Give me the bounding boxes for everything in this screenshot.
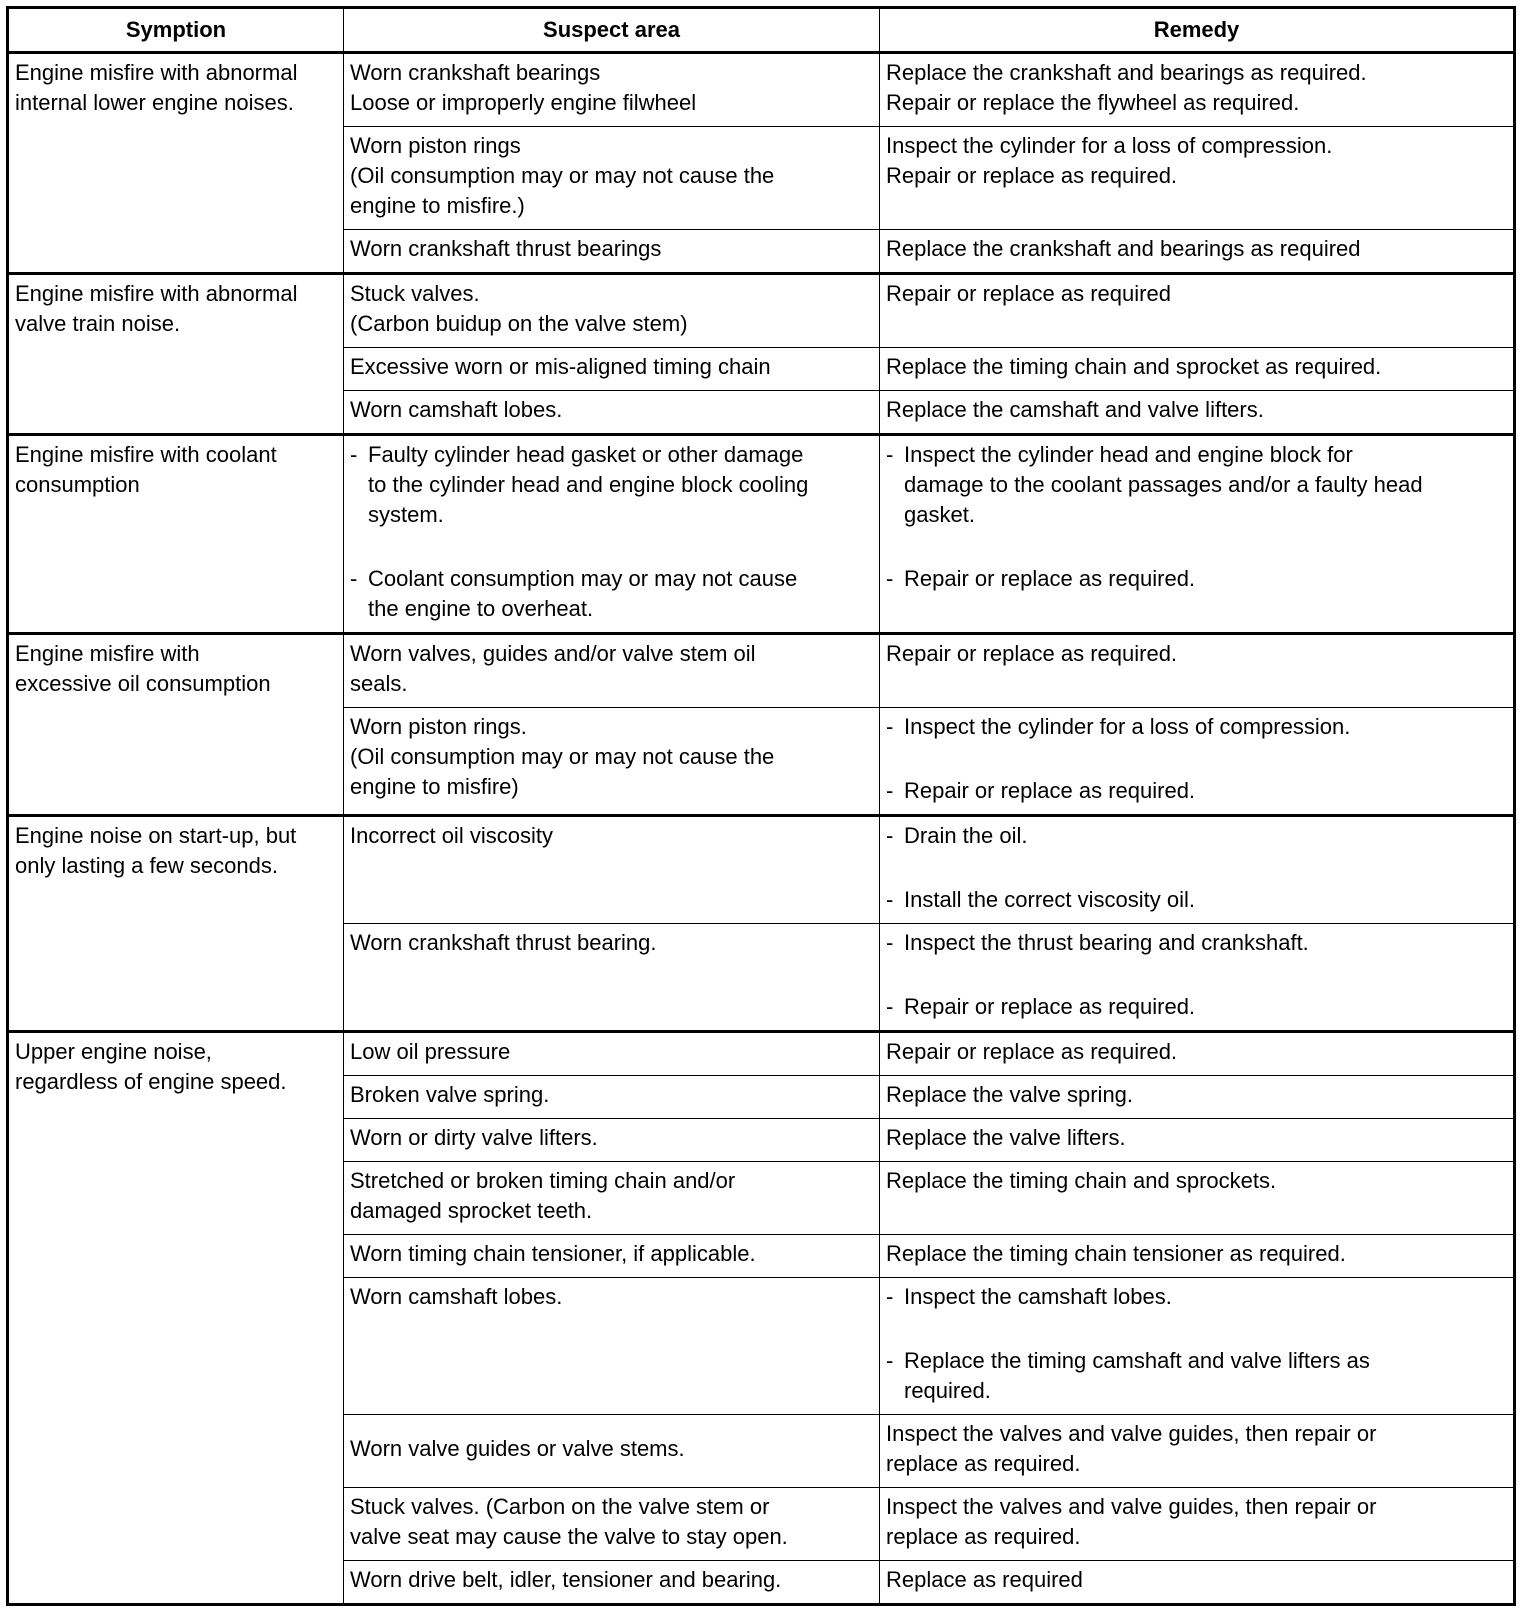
bullet-text-line: Inspect the thrust bearing and crankshaft. <box>904 930 1309 955</box>
cell-text-line: Worn camshaft lobes. <box>350 1284 563 1309</box>
bullet-text-line: gasket. <box>904 502 975 527</box>
cell-text-line: Inspect the valves and valve guides, then repair or <box>886 1421 1377 1446</box>
table-row <box>8 274 1515 348</box>
cell-text-line: Worn piston rings. <box>350 714 527 739</box>
remedy-cell <box>880 391 1515 435</box>
suspect-area-cell <box>344 1488 880 1561</box>
bullet-text-line: Coolant consumption may or may not cause <box>368 566 798 591</box>
bullet-text-line: system. <box>368 502 444 527</box>
table-row <box>8 435 1515 634</box>
remedy-cell <box>880 708 1515 816</box>
item-gap <box>886 530 1507 564</box>
cell-text-line: Worn timing chain tensioner, if applicable. <box>350 1241 756 1266</box>
cell-text-line: replace as required. <box>886 1451 1081 1476</box>
cell-text-line: Worn crankshaft thrust bearing. <box>350 930 657 955</box>
suspect-area-cell <box>344 1032 880 1076</box>
bullet-item <box>886 928 1507 958</box>
dash-bullet: - <box>886 714 894 739</box>
dash-bullet: - <box>886 1348 894 1373</box>
header-suspect-area: Suspect area <box>344 8 880 53</box>
remedy-cell <box>880 1415 1515 1488</box>
item-gap <box>886 958 1507 992</box>
cell-text-line: internal lower engine noises. <box>15 90 294 115</box>
bullet-text-line: Inspect the cylinder for a loss of compression. <box>904 714 1351 739</box>
bullet-text-line: Install the correct viscosity oil. <box>904 887 1195 912</box>
suspect-area-cell <box>344 1561 880 1605</box>
cell-text-line: Worn valve guides or valve stems. <box>350 1436 685 1461</box>
cell-text-line: (Oil consumption may or may not cause the <box>350 163 775 188</box>
dash-bullet: - <box>886 566 894 591</box>
bullet-text-line: to the cylinder head and engine block cooling <box>368 472 809 497</box>
cell-text-line: Worn or dirty valve lifters. <box>350 1125 598 1150</box>
cell-text-line: Repair or replace as required <box>886 281 1171 306</box>
bullet-item <box>886 885 1507 915</box>
dash-bullet: - <box>350 566 358 591</box>
cell-text-line: Engine noise on start-up, but <box>15 823 297 848</box>
item-gap <box>350 530 873 564</box>
cell-text-line: Incorrect oil viscosity <box>350 823 553 848</box>
remedy-cell <box>880 816 1515 924</box>
cell-text-line: only lasting a few seconds. <box>15 853 278 878</box>
bullet-text-line: damage to the coolant passages and/or a faulty head <box>904 472 1423 497</box>
remedy-cell <box>880 1488 1515 1561</box>
cell-text-line: Replace as required <box>886 1567 1083 1592</box>
bullet-text-line: Repair or replace as required. <box>904 566 1196 591</box>
cell-text-line: (Carbon buidup on the valve stem) <box>350 311 688 336</box>
suspect-area-cell <box>344 230 880 274</box>
suspect-area-cell <box>344 435 880 634</box>
cell-text-line: Worn camshaft lobes. <box>350 397 563 422</box>
cell-text-line: Engine misfire with abnormal <box>15 281 298 306</box>
table-row <box>8 53 1515 127</box>
item-gap <box>886 742 1507 776</box>
remedy-cell <box>880 1561 1515 1605</box>
bullet-item <box>886 564 1507 594</box>
symptom-cell <box>8 816 344 1032</box>
dash-bullet: - <box>886 823 894 848</box>
cell-text-line: Engine misfire with <box>15 641 200 666</box>
cell-text-line: Engine misfire with coolant <box>15 442 277 467</box>
suspect-area-cell <box>344 816 880 924</box>
bullet-text-line: Repair or replace as required. <box>904 778 1196 803</box>
suspect-area-cell <box>344 1235 880 1278</box>
suspect-area-cell <box>344 274 880 348</box>
cell-text-line: regardless of engine speed. <box>15 1069 287 1094</box>
bullet-item <box>350 564 873 624</box>
cell-text-line: Replace the timing chain tensioner as required. <box>886 1241 1346 1266</box>
cell-text-line: Replace the timing chain and sprockets. <box>886 1168 1277 1193</box>
suspect-area-cell <box>344 348 880 391</box>
cell-text-line: Repair or replace as required. <box>886 1039 1178 1064</box>
cell-text-line: Replace the camshaft and valve lifters. <box>886 397 1264 422</box>
item-gap <box>886 851 1507 885</box>
troubleshooting-table <box>6 6 1516 1606</box>
cell-text-line: Worn piston rings <box>350 133 521 158</box>
header-remedy: Remedy <box>880 8 1515 53</box>
remedy-cell <box>880 1162 1515 1235</box>
bullet-text-line: Drain the oil. <box>904 823 1028 848</box>
remedy-cell <box>880 924 1515 1032</box>
cell-text-line: Upper engine noise, <box>15 1039 212 1064</box>
cell-text-line: Worn drive belt, idler, tensioner and bearing. <box>350 1567 782 1592</box>
dash-bullet: - <box>350 442 358 467</box>
suspect-area-cell <box>344 1415 880 1488</box>
remedy-cell <box>880 1278 1515 1415</box>
suspect-area-cell <box>344 53 880 127</box>
symptom-cell <box>8 435 344 634</box>
cell-text-line: damaged sprocket teeth. <box>350 1198 593 1223</box>
dash-bullet: - <box>886 778 894 803</box>
remedy-cell <box>880 435 1515 634</box>
cell-text-line: Replace the timing chain and sprocket as required. <box>886 354 1382 379</box>
cell-text-line: Worn valves, guides and/or valve stem oil <box>350 641 756 666</box>
dash-bullet: - <box>886 442 894 467</box>
suspect-area-cell <box>344 924 880 1032</box>
table-row <box>8 1032 1515 1076</box>
cell-text-line: replace as required. <box>886 1524 1081 1549</box>
cell-text-line: excessive oil consumption <box>15 671 271 696</box>
dash-bullet: - <box>886 1284 894 1309</box>
cell-text-line: valve train noise. <box>15 311 181 336</box>
cell-text-line: engine to misfire.) <box>350 193 525 218</box>
remedy-cell <box>880 634 1515 708</box>
remedy-cell <box>880 274 1515 348</box>
suspect-area-cell <box>344 1278 880 1415</box>
remedy-cell <box>880 53 1515 127</box>
cell-text-line: Replace the crankshaft and bearings as required <box>886 236 1361 261</box>
remedy-cell <box>880 1032 1515 1076</box>
suspect-area-cell <box>344 634 880 708</box>
cell-text-line: Loose or improperly engine filwheel <box>350 90 697 115</box>
cell-text-line: Low oil pressure <box>350 1039 511 1064</box>
cell-text-line: Repair or replace as required. <box>886 163 1178 188</box>
cell-text-line: (Oil consumption may or may not cause the <box>350 744 775 769</box>
bullet-item <box>886 1346 1507 1406</box>
table-row <box>8 816 1515 924</box>
dash-bullet: - <box>886 994 894 1019</box>
cell-text-line: Repair or replace as required. <box>886 641 1178 666</box>
bullet-text-line: Repair or replace as required. <box>904 994 1196 1019</box>
bullet-item <box>886 1282 1507 1312</box>
cell-text-line: Replace the crankshaft and bearings as required. <box>886 60 1367 85</box>
dash-bullet: - <box>886 930 894 955</box>
symptom-cell <box>8 274 344 435</box>
cell-text-line: Replace the valve spring. <box>886 1082 1134 1107</box>
suspect-area-cell <box>344 391 880 435</box>
remedy-cell <box>880 1119 1515 1162</box>
cell-text-line: Broken valve spring. <box>350 1082 550 1107</box>
dash-bullet: - <box>886 887 894 912</box>
suspect-area-cell <box>344 1162 880 1235</box>
cell-text-line: consumption <box>15 472 140 497</box>
bullet-item <box>886 712 1507 742</box>
symptom-cell <box>8 1032 344 1605</box>
table-body <box>8 53 1515 1605</box>
cell-text-line: Stretched or broken timing chain and/or <box>350 1168 736 1193</box>
cell-text-line: engine to misfire) <box>350 774 519 799</box>
cell-text-line: Worn crankshaft bearings <box>350 60 601 85</box>
symptom-cell <box>8 53 344 274</box>
cell-text-line: Repair or replace the flywheel as required. <box>886 90 1300 115</box>
cell-text-line: Replace the valve lifters. <box>886 1125 1126 1150</box>
bullet-item <box>886 440 1507 530</box>
bullet-text-line: Replace the timing camshaft and valve lifters as <box>904 1348 1370 1373</box>
bullet-item <box>886 992 1507 1022</box>
remedy-cell <box>880 230 1515 274</box>
remedy-cell <box>880 348 1515 391</box>
remedy-cell <box>880 1076 1515 1119</box>
item-gap <box>886 1312 1507 1346</box>
suspect-area-cell <box>344 127 880 230</box>
bullet-item <box>886 821 1507 851</box>
bullet-text-line: Inspect the camshaft lobes. <box>904 1284 1172 1309</box>
suspect-area-cell <box>344 1119 880 1162</box>
suspect-area-cell <box>344 1076 880 1119</box>
cell-text-line: seals. <box>350 671 408 696</box>
cell-text-line: Engine misfire with abnormal <box>15 60 298 85</box>
symptom-cell <box>8 634 344 816</box>
cell-text-line: Stuck valves. (Carbon on the valve stem or <box>350 1494 770 1519</box>
cell-text-line: Excessive worn or mis-aligned timing chain <box>350 354 771 379</box>
cell-text-line: Stuck valves. <box>350 281 480 306</box>
remedy-cell <box>880 1235 1515 1278</box>
cell-text-line: Worn crankshaft thrust bearings <box>350 236 662 261</box>
bullet-text-line: the engine to overheat. <box>368 596 594 621</box>
remedy-cell <box>880 127 1515 230</box>
cell-text-line: Inspect the valves and valve guides, then repair or <box>886 1494 1377 1519</box>
bullet-text-line: Faulty cylinder head gasket or other damage <box>368 442 804 467</box>
bullet-item <box>350 440 873 530</box>
bullet-item <box>886 776 1507 806</box>
cell-text-line: valve seat may cause the valve to stay open. <box>350 1524 788 1549</box>
header-row <box>8 8 1515 53</box>
cell-text-line: Inspect the cylinder for a loss of compression. <box>886 133 1333 158</box>
header-symptom: Symption <box>8 8 344 53</box>
bullet-text-line: Inspect the cylinder head and engine block for <box>904 442 1353 467</box>
bullet-text-line: required. <box>904 1378 991 1403</box>
suspect-area-cell <box>344 708 880 816</box>
table-row <box>8 634 1515 708</box>
